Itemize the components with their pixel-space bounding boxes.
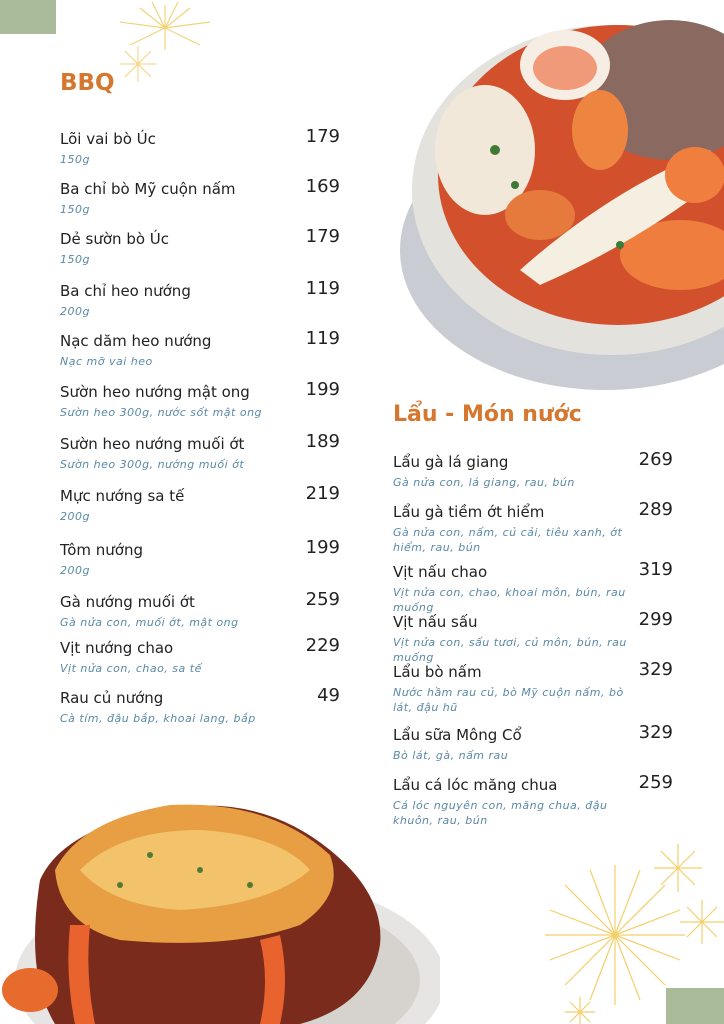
item-name: Dẻ sườn bò Úc (60, 230, 170, 248)
item-price: 179 (305, 226, 340, 247)
item-description: 150g (60, 253, 90, 266)
hotpot-illustration (390, 0, 724, 395)
firework-decoration-small (118, 44, 158, 84)
item-price: 199 (305, 379, 340, 400)
item-description: Sườn heo 300g, nước sốt mật ong (60, 406, 263, 419)
item-description: Nạc mỡ vai heo (60, 355, 153, 368)
item-description: 150g (60, 203, 90, 216)
item-name: Ba chỉ heo nướng (60, 282, 191, 300)
item-description: Gà nửa con, lá giang, rau, bún (393, 476, 575, 489)
item-name: Lẩu sữa Mông Cổ (393, 726, 522, 744)
item-price: 199 (305, 537, 340, 558)
corner-block-top-left (0, 0, 56, 34)
item-description: Gà nửa con, nấm, củ cải, tiêu xanh, ớt hiểm, rau, bún (393, 526, 623, 554)
item-description: Cà tím, đậu bắp, khoai lang, bắp (60, 712, 256, 725)
item-name: Mực nướng sa tế (60, 487, 185, 505)
item-name: Lẩu gà tiềm ớt hiểm (393, 503, 545, 521)
item-description: Bò lát, gà, nấm rau (393, 749, 509, 762)
item-price: 119 (305, 278, 340, 299)
item-description: Vịt nửa con, chao, khoai môn, bún, rau muống (393, 586, 626, 614)
item-name: Sườn heo nướng mật ong (60, 383, 250, 401)
item-description: Sườn heo 300g, nướng muối ớt (60, 458, 245, 471)
item-price: 299 (638, 609, 673, 630)
item-name: Nạc dăm heo nướng (60, 332, 212, 350)
item-description: Nước hầm rau củ, bò Mỹ cuộn nấm, bò lát, đậu hũ (393, 686, 624, 714)
item-price: 179 (305, 126, 340, 147)
item-name: Sườn heo nướng muối ớt (60, 435, 245, 453)
item-price: 189 (305, 431, 340, 452)
item-description: Gà nửa con, muối ớt, mật ong (60, 616, 239, 629)
bbq-section-title: BBQ (60, 70, 115, 96)
item-price: 259 (305, 589, 340, 610)
item-name: Vịt nướng chao (60, 639, 174, 657)
item-price: 259 (638, 772, 673, 793)
item-description: Vịt nửa con, sấu tươi, củ môn, bún, rau muống (393, 636, 627, 664)
item-description: Vịt nửa con, chao, sa tế (60, 662, 202, 675)
item-price: 329 (638, 659, 673, 680)
item-price: 219 (305, 483, 340, 504)
item-price: 269 (638, 449, 673, 470)
item-name: Lẩu bò nấm (393, 663, 482, 681)
item-name: Gà nướng muối ớt (60, 593, 195, 611)
item-price: 289 (638, 499, 673, 520)
item-name: Lõi vai bò Úc (60, 130, 156, 148)
item-name: Lẩu gà lá giang (393, 453, 509, 471)
item-name: Tôm nướng (60, 541, 143, 559)
item-name: Rau củ nướng (60, 689, 164, 707)
item-price: 169 (305, 176, 340, 197)
lau-section-title: Lẩu - Món nước (393, 402, 582, 427)
item-name: Vịt nấu chao (393, 563, 488, 581)
item-price: 229 (305, 635, 340, 656)
item-price: 119 (305, 328, 340, 349)
item-price: 319 (638, 559, 673, 580)
firework-decoration-bottom (530, 840, 724, 1024)
item-description: 150g (60, 153, 90, 166)
item-name: Ba chỉ bò Mỹ cuộn nấm (60, 180, 236, 198)
item-description: 200g (60, 564, 90, 577)
item-name: Vịt nấu sấu (393, 613, 478, 631)
item-description: 200g (60, 305, 90, 318)
item-price: 329 (638, 722, 673, 743)
item-name: Lẩu cá lóc măng chua (393, 776, 558, 794)
grilled-steak-illustration (0, 775, 440, 1024)
item-description: 200g (60, 510, 90, 523)
item-price: 49 (317, 685, 340, 706)
item-description: Cá lóc nguyên con, măng chua, đậu khuôn, rau, bún (393, 799, 608, 827)
